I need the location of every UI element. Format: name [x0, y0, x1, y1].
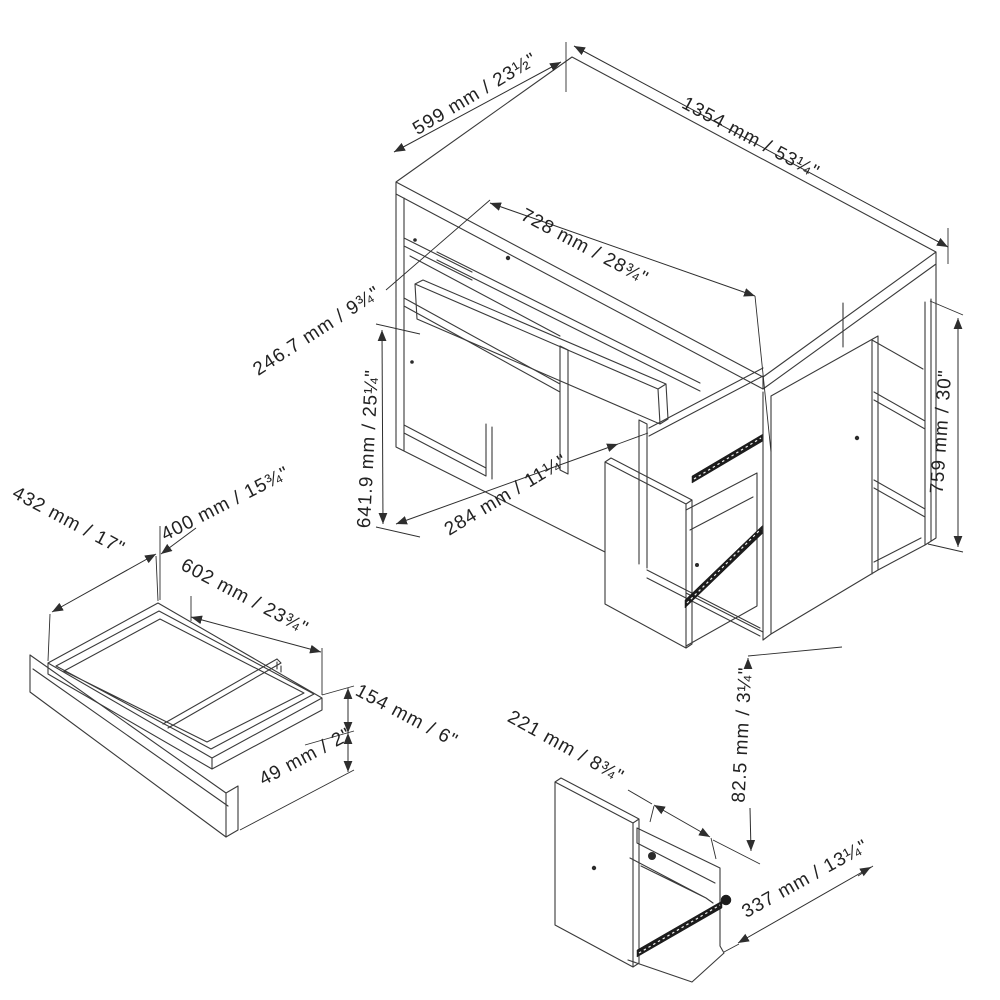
cam-hole-dot: [506, 256, 510, 260]
dim-label-small-drawer-height: 82.5 mm / 3¼": [728, 666, 757, 804]
cam-hole-dot: [413, 238, 417, 242]
dim-label-desk-opening-width: 728 mm / 28¾": [517, 204, 652, 290]
desk-view: [396, 57, 936, 648]
dim-label-flat-drawer-front-height: 49 mm / 2": [255, 724, 356, 791]
small-drawer-view: [555, 778, 731, 982]
dim-label-drawer-bay-width: 284 mm / 11¼": [440, 450, 572, 541]
small-drawer-back-panel: [555, 778, 639, 967]
dim-label-flat-drawer-inner-width: 602 mm / 23¾": [177, 554, 312, 640]
dim-line-flat-drawer-depth: [52, 554, 156, 612]
dim-label-flat-drawer-depth: 432 mm / 17": [8, 482, 129, 560]
dim-label-keyboard-tray-depth: 246.7 mm / 9¾": [249, 282, 385, 381]
dimension-labels: [9, 49, 957, 923]
drawer-bay-structure: [639, 368, 763, 646]
desk-left-cubby-unit: [396, 194, 763, 632]
cam-hole-dot: [695, 563, 699, 567]
dim-label-left-opening-height: 641.9 mm / 25¼": [353, 368, 384, 529]
cam-hole-dot: [410, 360, 414, 364]
dim-label-desk-height: 759 mm / 30": [926, 368, 957, 495]
dim-label-desk-width: 1354 mm / 53¼": [678, 93, 823, 184]
dim-label-flat-drawer-height: 154 mm / 6": [351, 680, 462, 752]
flat-drawer-divider: [163, 659, 281, 728]
small-drawer-slide-rail: [637, 901, 722, 957]
drawer-pull-hole: [648, 852, 656, 860]
slide-rail-end-cap: [721, 895, 731, 905]
dim-line-small-drawer-width: [654, 805, 710, 837]
dim-label-small-drawer-depth: 337 mm / 13¼": [738, 835, 873, 923]
cam-hole-dot: [855, 436, 859, 440]
flat-drawer-front-panel: [30, 655, 238, 837]
cam-hole-dot: [592, 866, 596, 870]
flat-drawer-view: [30, 603, 322, 837]
right-cabinet: [763, 264, 936, 640]
dim-label-small-drawer-width: 221 mm / 8¾": [503, 706, 628, 788]
keyboard-tray-board: [415, 252, 700, 424]
pulled-drawer-front-panel: [605, 458, 692, 648]
small-drawer-box: [628, 828, 724, 982]
dim-label-desk-depth: 599 mm / 23½": [409, 48, 542, 140]
dim-label-flat-drawer-inner-depth: 400 mm / 15¾": [157, 462, 294, 546]
dim-line-left-opening-height: [382, 330, 383, 524]
